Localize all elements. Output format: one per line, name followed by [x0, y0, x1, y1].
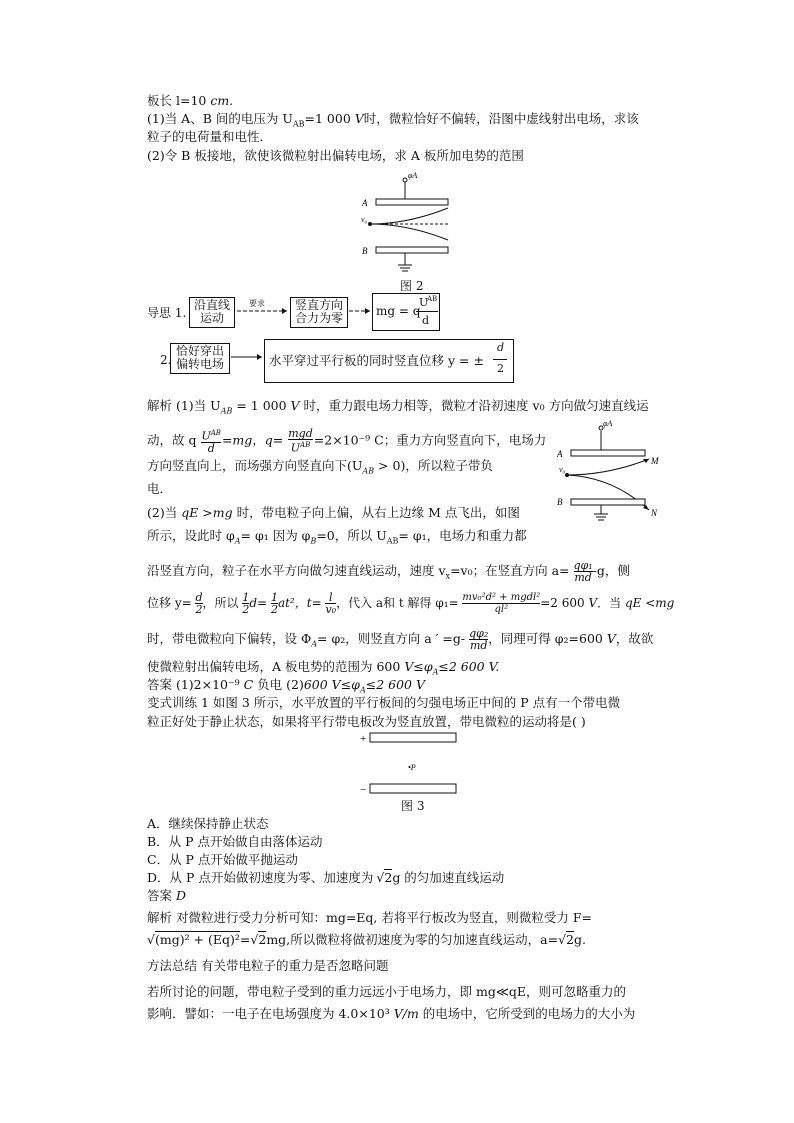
minus-sign: −: [360, 784, 367, 796]
summary-line-2: 影响．譬如：一电子在电场强度为 4.0×10³ V/m 的电场中，它所受到的电场力的大小为: [147, 1006, 636, 1021]
analysis-plate-b: [571, 499, 645, 520]
analysis-label-n: N: [651, 508, 658, 518]
analysis-plate-a: [571, 426, 645, 456]
plate-a: [376, 178, 448, 205]
plate-b: [376, 247, 448, 271]
summary-title: 方法总结 有关带电粒子的重力是否忽略问题: [147, 958, 389, 973]
label-b: B: [362, 246, 368, 256]
option-c: C．从 P 点开始做平抛运动: [147, 852, 298, 867]
guide-box-3: mg = q U AB d: [372, 293, 440, 331]
summary-line-1: 若所讨论的问题，带电粒子受到的重力远远小于电场力，即 mg≪qE，则可忽略重力的: [147, 984, 627, 999]
label-a: A: [362, 198, 368, 208]
variant-explain-2: √(mg)² + (Eq)²=√2mg,所以微粒将做初速度为零的匀加速直线运动，a=√2g.: [147, 932, 586, 947]
variant-line-1: 变式训练 1 如图 3 所示，水平放置的平行板间的匀强电场正中间的 P 点有一个带电微: [147, 695, 621, 710]
analysis-line-1: 解析 (1)当 $U_{AB} = 1$ 000 V 时，重力跟电场力相等，微粒才沿初速度 v₀ 方向做匀速直线运: [147, 398, 649, 416]
figure-3-caption: 图 3: [401, 799, 425, 813]
guide-arrow-2: [348, 303, 372, 319]
variant-line-2: 粒正好处于静止状态，如果将平行带电板改为竖直放置，带电微粒的运动将是( ): [147, 714, 586, 729]
problem-line-4: (2)令 B 板接地，欲使该微粒射出偏转电场，求 A 板所加电势的范围: [147, 148, 524, 163]
figure-3: [358, 730, 462, 800]
variant-explain-1: 解析 对微粒进行受力分析可知：mg=Eq, 若将平行板改为竖直，则微粒受力 F=: [147, 910, 592, 925]
figure-2-caption: 图 2: [400, 279, 424, 293]
analysis-line-6: 所示，设此时 $\varphi_A= \varphi_1$ 因为 $\varphi_B=0$，所以 $U_{AB}= \varphi_1$，电场力和重力都: [147, 528, 527, 546]
guide-label: 导思 1.: [147, 306, 187, 320]
analysis-label-v0: v₀: [559, 465, 566, 474]
analysis-line-7: 沿竖直方向，粒子在水平方向做匀速直线运动，速度 $v_x=v_0$；在竖直方向 a= $\frac{\text{qφ₁}}{md}$ -g，侧: [147, 559, 630, 584]
point-p: •P: [408, 763, 416, 772]
analysis-line-3: 方向竖直向上，而场强方向竖直向下$(U_{AB} > 0)$，所以粒子带负: [147, 458, 493, 476]
figure-analysis: [553, 415, 678, 525]
analysis-line-4: 电．: [147, 481, 173, 496]
label-v0: v₀: [361, 215, 368, 224]
guide-arrow-text: 要求: [249, 299, 265, 308]
guide-box-5: 水平穿过平行板的同时竖直位移 y = ± d 2: [264, 339, 514, 383]
analysis-line-9: 时，带电微粒向下偏转，设 $\Phi_A= \varphi_2$，则竖直方向 a ′ =g- $\frac{\text{qφ₂}}{md}$ ，同理可得 φ₂=600 V，故欲: [147, 627, 654, 652]
analysis-label-b: B: [557, 497, 563, 507]
analysis-line-5: (2)当 qE >mg 时，带电粒子向上偏，从右上边缘 M 点飞出，如图: [147, 505, 520, 520]
trajectory: [368, 208, 448, 240]
analysis-line-8: 位移 y= $\frac{d}{2}$ ，所以 $\frac{1}{2}$ d= $\frac{1}{2}$ at²，t= $\frac{l}{\text{v₀}}$ ，代入 a和 t 解得 φ₁= mv₀²d² + mgdl² ql² =2 600 V．当 qE <mg: [147, 591, 675, 616]
variant-answer: 答案 D: [147, 888, 187, 903]
guide-box-4: 恰好穿出偏转电场: [170, 343, 230, 374]
guide-label-2: 2.: [160, 353, 172, 367]
option-d: D．从 P 点开始做初速度为零、加速度为 √2g 的匀加速直线运动: [147, 870, 505, 885]
guide-arrow-3: [230, 349, 264, 365]
option-b: B．从 P 点开始做自由落体运动: [147, 834, 323, 849]
guide-box-1: 沿直线运动: [189, 297, 235, 328]
answer-line: 答案 (1)2×10⁻⁹ C 负电 (2)600 $V\le\varphi_A\le 2$ 600 V: [147, 677, 425, 695]
analysis-label-m: M: [651, 456, 659, 466]
problem-line-1: 板长 l=10 cm.: [147, 93, 234, 108]
analysis-line-2: 动，故 q $U^{AB}$ d =mg，q= mgd $U^{AB}$ =2×10⁻⁹ C；重力方向竖直向下，电场力: [147, 427, 547, 455]
analysis-label-phi: φA: [603, 419, 613, 428]
option-a: A．继续保持静止状态: [147, 816, 269, 831]
plate-top: [370, 733, 456, 742]
plate-bottom: [370, 784, 456, 793]
figure-2: [358, 170, 470, 290]
label-phi: φA: [408, 171, 418, 180]
analysis-line-10: 使微粒射出偏转电场，A 板电势的范围为 600 $V\le\varphi_A\le 2$ 600 V.: [147, 659, 500, 677]
analysis-label-a: A: [557, 449, 563, 459]
plus-sign: +: [360, 733, 367, 745]
trajectory-up: [567, 459, 649, 475]
problem-line-2: (1)当 A、B 间的电压为 $U_{AB}=1$ 000 V时，微粒恰好不偏转，沿图中虚线射出电场，求该: [147, 111, 639, 129]
problem-line-3: 粒子的电荷量和电性．: [147, 129, 273, 144]
guide-box-2: 竖直方向合力为零: [290, 297, 348, 328]
